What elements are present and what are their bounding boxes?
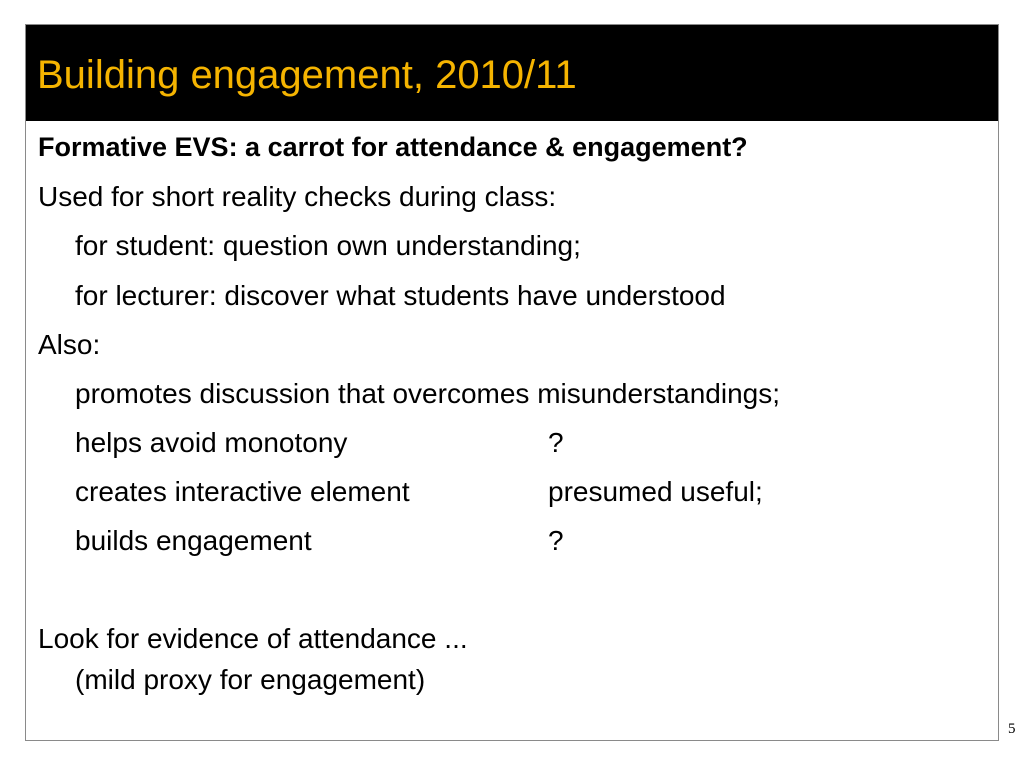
also-item-engagement-note: ? — [548, 525, 564, 556]
also-item-discussion: promotes discussion that overcomes misunderstandings; — [75, 378, 781, 409]
also-item-engagement: builds engagement — [75, 525, 312, 556]
also-item-interactive: creates interactive element — [75, 476, 410, 507]
closing-subline: (mild proxy for engagement) — [75, 664, 426, 695]
closing-line: Look for evidence of attendance ... — [38, 623, 468, 654]
also-label: Also: — [38, 329, 101, 360]
slide-frame — [25, 24, 999, 741]
title-bar — [26, 25, 998, 121]
page-number: 5 — [1008, 721, 1016, 737]
also-item-monotony-note: ? — [548, 427, 564, 458]
slide-title: Building engagement, 2010/11 — [37, 53, 577, 97]
also-item-monotony: helps avoid monotony — [75, 427, 348, 458]
slide-heading: Formative EVS: a carrot for attendance & engagement? — [38, 132, 748, 162]
intro-line: Used for short reality checks during class: — [38, 181, 557, 212]
intro-item-lecturer: for lecturer: discover what students have understood — [75, 280, 726, 311]
intro-item-student: for student: question own understanding; — [75, 230, 581, 261]
also-item-interactive-note: presumed useful; — [548, 476, 763, 507]
